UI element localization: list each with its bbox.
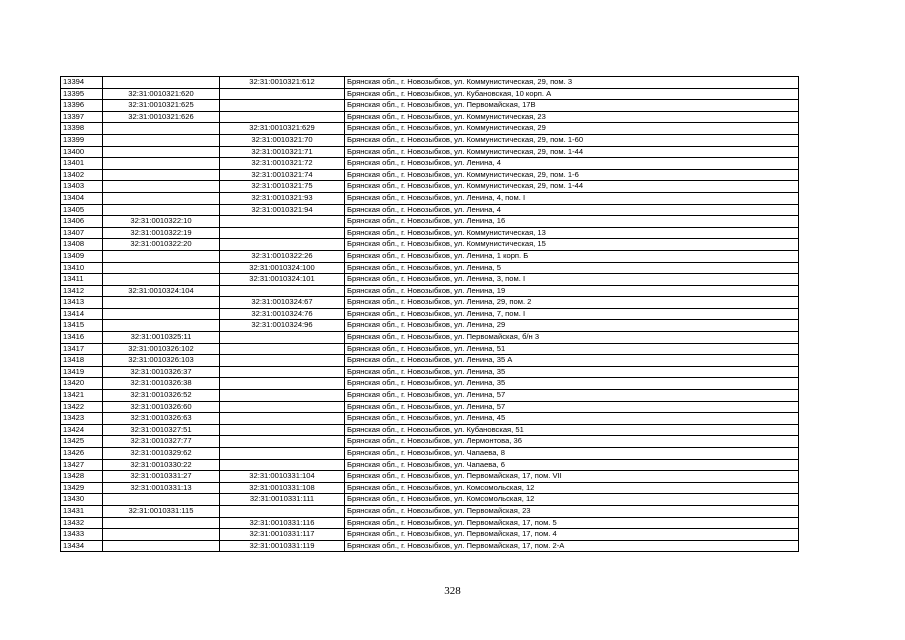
cadastral-number-alt-cell: 32:31:0010331:104 <box>220 471 345 483</box>
cadastral-number-cell <box>103 494 220 506</box>
table-row <box>61 378 799 390</box>
cadastral-number-alt-cell: 32:31:0010321:75 <box>220 181 345 193</box>
cadastral-number-alt-cell <box>220 285 345 297</box>
cadastral-number-cell <box>103 297 220 309</box>
row-number-cell: 13400 <box>61 146 103 158</box>
address-cell: Брянская обл., г. Новозыбков, ул. Лермонтова, 36 <box>345 436 799 448</box>
cadastral-number-alt-cell: 32:31:0010321:70 <box>220 134 345 146</box>
cadastral-number-cell: 32:31:0010331:13 <box>103 482 220 494</box>
table-row <box>61 134 799 146</box>
cadastral-number-alt-cell: 32:31:0010331:116 <box>220 517 345 529</box>
address-cell: Брянская обл., г. Новозыбков, ул. Коммунистическая, 29 <box>345 123 799 135</box>
address-cell: Брянская обл., г. Новозыбков, ул. Ленина, 16 <box>345 216 799 228</box>
table-row <box>61 274 799 286</box>
address-cell: Брянская обл., г. Новозыбков, ул. Ленина, 4 <box>345 204 799 216</box>
cadastral-number-alt-cell <box>220 390 345 402</box>
cadastral-number-alt-cell <box>220 448 345 460</box>
cadastral-number-cell: 32:31:0010327:51 <box>103 424 220 436</box>
cadastral-number-alt-cell: 32:31:0010322:26 <box>220 250 345 262</box>
cadastral-number-cell: 32:31:0010327:77 <box>103 436 220 448</box>
table-row <box>61 285 799 297</box>
row-number-cell: 13414 <box>61 308 103 320</box>
cadastral-number-cell: 32:31:0010324:104 <box>103 285 220 297</box>
property-register-table <box>60 76 799 552</box>
cadastral-number-alt-cell: 32:31:0010321:72 <box>220 158 345 170</box>
row-number-cell: 13406 <box>61 216 103 228</box>
table-row <box>61 366 799 378</box>
cadastral-number-cell: 32:31:0010326:60 <box>103 401 220 413</box>
row-number-cell: 13412 <box>61 285 103 297</box>
row-number-cell: 13425 <box>61 436 103 448</box>
cadastral-number-cell: 32:31:0010321:620 <box>103 88 220 100</box>
address-cell: Брянская обл., г. Новозыбков, ул. Коммунистическая, 29, пом. 3 <box>345 77 799 89</box>
table-row <box>61 169 799 181</box>
cadastral-number-alt-cell <box>220 413 345 425</box>
cadastral-number-alt-cell <box>220 436 345 448</box>
address-cell: Брянская обл., г. Новозыбков, ул. Ленина, 7, пом. I <box>345 308 799 320</box>
address-cell: Брянская обл., г. Новозыбков, ул. Первомайская, 17, пом. 4 <box>345 529 799 541</box>
cadastral-number-alt-cell <box>220 505 345 517</box>
table-row <box>61 100 799 112</box>
row-number-cell: 13411 <box>61 274 103 286</box>
address-cell: Брянская обл., г. Новозыбков, ул. Комсомольская, 12 <box>345 494 799 506</box>
table-row <box>61 459 799 471</box>
table-row <box>61 88 799 100</box>
table-row <box>61 216 799 228</box>
table-row <box>61 308 799 320</box>
table-row <box>61 424 799 436</box>
cadastral-number-cell: 32:31:0010326:103 <box>103 355 220 367</box>
cadastral-number-cell <box>103 250 220 262</box>
address-cell: Брянская обл., г. Новозыбков, ул. Первомайская, 17, пом. VII <box>345 471 799 483</box>
table-row <box>61 505 799 517</box>
address-cell: Брянская обл., г. Новозыбков, ул. Ленина, 1 корп. Б <box>345 250 799 262</box>
row-number-cell: 13424 <box>61 424 103 436</box>
row-number-cell: 13410 <box>61 262 103 274</box>
address-cell: Брянская обл., г. Новозыбков, ул. Ленина, 19 <box>345 285 799 297</box>
row-number-cell: 13415 <box>61 320 103 332</box>
address-cell: Брянская обл., г. Новозыбков, ул. Комсомольская, 12 <box>345 482 799 494</box>
address-cell: Брянская обл., г. Новозыбков, ул. Ленина, 4 <box>345 158 799 170</box>
cadastral-number-alt-cell <box>220 366 345 378</box>
cadastral-number-alt-cell: 32:31:0010321:629 <box>220 123 345 135</box>
cadastral-number-alt-cell: 32:31:0010324:76 <box>220 308 345 320</box>
cadastral-number-cell: 32:31:0010326:38 <box>103 378 220 390</box>
cadastral-number-cell: 32:31:0010326:102 <box>103 343 220 355</box>
cadastral-number-alt-cell: 32:31:0010331:119 <box>220 540 345 552</box>
cadastral-number-alt-cell <box>220 239 345 251</box>
table-row <box>61 250 799 262</box>
cadastral-number-cell: 32:31:0010329:62 <box>103 448 220 460</box>
address-cell: Брянская обл., г. Новозыбков, ул. Ленина, 29 <box>345 320 799 332</box>
address-cell: Брянская обл., г. Новозыбков, ул. Первомайская, 23 <box>345 505 799 517</box>
cadastral-number-alt-cell: 32:31:0010324:100 <box>220 262 345 274</box>
row-number-cell: 13426 <box>61 448 103 460</box>
cadastral-number-alt-cell: 32:31:0010321:74 <box>220 169 345 181</box>
cadastral-number-alt-cell <box>220 100 345 112</box>
row-number-cell: 13428 <box>61 471 103 483</box>
table-row <box>61 192 799 204</box>
row-number-cell: 13427 <box>61 459 103 471</box>
address-cell: Брянская обл., г. Новозыбков, ул. Коммунистическая, 29, пом. 1-44 <box>345 146 799 158</box>
table-row <box>61 181 799 193</box>
row-number-cell: 13394 <box>61 77 103 89</box>
cadastral-number-cell <box>103 134 220 146</box>
cadastral-number-cell <box>103 192 220 204</box>
cadastral-number-cell <box>103 320 220 332</box>
row-number-cell: 13401 <box>61 158 103 170</box>
table-row <box>61 77 799 89</box>
cadastral-number-cell: 32:31:0010325:11 <box>103 332 220 344</box>
row-number-cell: 13396 <box>61 100 103 112</box>
row-number-cell: 13430 <box>61 494 103 506</box>
cadastral-number-alt-cell: 32:31:0010331:111 <box>220 494 345 506</box>
table-row <box>61 494 799 506</box>
row-number-cell: 13404 <box>61 192 103 204</box>
row-number-cell: 13398 <box>61 123 103 135</box>
address-cell: Брянская обл., г. Новозыбков, ул. Ленина, 3, пом. I <box>345 274 799 286</box>
address-cell: Брянская обл., г. Новозыбков, ул. Коммунистическая, 13 <box>345 227 799 239</box>
cadastral-number-cell <box>103 123 220 135</box>
table-row <box>61 448 799 460</box>
page-number: 328 <box>444 585 461 597</box>
address-cell: Брянская обл., г. Новозыбков, ул. Чапаева, 6 <box>345 459 799 471</box>
cadastral-number-alt-cell: 32:31:0010331:117 <box>220 529 345 541</box>
cadastral-number-alt-cell: 32:31:0010324:101 <box>220 274 345 286</box>
row-number-cell: 13402 <box>61 169 103 181</box>
cadastral-number-alt-cell: 32:31:0010321:612 <box>220 77 345 89</box>
address-cell: Брянская обл., г. Новозыбков, ул. Коммунистическая, 23 <box>345 111 799 123</box>
row-number-cell: 13423 <box>61 413 103 425</box>
cadastral-number-cell: 32:31:0010321:625 <box>103 100 220 112</box>
table-row <box>61 401 799 413</box>
cadastral-number-alt-cell <box>220 343 345 355</box>
address-cell: Брянская обл., г. Новозыбков, ул. Ленина, 57 <box>345 390 799 402</box>
row-number-cell: 13403 <box>61 181 103 193</box>
table-row <box>61 540 799 552</box>
cadastral-number-alt-cell: 32:31:0010331:108 <box>220 482 345 494</box>
cadastral-number-alt-cell: 32:31:0010321:93 <box>220 192 345 204</box>
row-number-cell: 13420 <box>61 378 103 390</box>
table-row <box>61 343 799 355</box>
cadastral-number-cell <box>103 540 220 552</box>
table-row <box>61 297 799 309</box>
cadastral-number-cell <box>103 169 220 181</box>
cadastral-number-cell: 32:31:0010322:20 <box>103 239 220 251</box>
cadastral-number-cell <box>103 181 220 193</box>
address-cell: Брянская обл., г. Новозыбков, ул. Ленина, 57 <box>345 401 799 413</box>
cadastral-number-cell: 32:31:0010326:37 <box>103 366 220 378</box>
cadastral-number-cell: 32:31:0010331:27 <box>103 471 220 483</box>
cadastral-number-alt-cell <box>220 227 345 239</box>
row-number-cell: 13397 <box>61 111 103 123</box>
cadastral-number-cell <box>103 77 220 89</box>
address-cell: Брянская обл., г. Новозыбков, ул. Первомайская, 17В <box>345 100 799 112</box>
address-cell: Брянская обл., г. Новозыбков, ул. Ленина, 45 <box>345 413 799 425</box>
address-cell: Брянская обл., г. Новозыбков, ул. Коммунистическая, 29, пом. 1-60 <box>345 134 799 146</box>
cadastral-number-alt-cell <box>220 424 345 436</box>
cadastral-number-alt-cell <box>220 332 345 344</box>
row-number-cell: 13431 <box>61 505 103 517</box>
table-row <box>61 529 799 541</box>
address-cell: Брянская обл., г. Новозыбков, ул. Кубановская, 10 корп. А <box>345 88 799 100</box>
cadastral-number-alt-cell <box>220 401 345 413</box>
cadastral-number-cell <box>103 204 220 216</box>
address-cell: Брянская обл., г. Новозыбков, ул. Коммунистическая, 29, пом. 1-6 <box>345 169 799 181</box>
cadastral-number-alt-cell: 32:31:0010321:71 <box>220 146 345 158</box>
table-row <box>61 204 799 216</box>
table-row <box>61 123 799 135</box>
row-number-cell: 13429 <box>61 482 103 494</box>
row-number-cell: 13399 <box>61 134 103 146</box>
row-number-cell: 13434 <box>61 540 103 552</box>
table-row <box>61 111 799 123</box>
row-number-cell: 13432 <box>61 517 103 529</box>
address-cell: Брянская обл., г. Новозыбков, ул. Первомайская, 17, пом. 5 <box>345 517 799 529</box>
cadastral-number-alt-cell <box>220 378 345 390</box>
address-cell: Брянская обл., г. Новозыбков, ул. Ленина, 4, пом. I <box>345 192 799 204</box>
register-body <box>61 77 799 552</box>
address-cell: Брянская обл., г. Новозыбков, ул. Коммунистическая, 29, пом. 1-44 <box>345 181 799 193</box>
table-row <box>61 262 799 274</box>
cadastral-number-cell <box>103 146 220 158</box>
cadastral-number-alt-cell <box>220 355 345 367</box>
cadastral-number-cell <box>103 308 220 320</box>
address-cell: Брянская обл., г. Новозыбков, ул. Ленина, 5 <box>345 262 799 274</box>
row-number-cell: 13417 <box>61 343 103 355</box>
cadastral-number-cell <box>103 274 220 286</box>
cadastral-number-alt-cell: 32:31:0010324:67 <box>220 297 345 309</box>
cadastral-number-cell <box>103 517 220 529</box>
table-row <box>61 227 799 239</box>
address-cell: Брянская обл., г. Новозыбков, ул. Ленина, 51 <box>345 343 799 355</box>
table-row <box>61 390 799 402</box>
table-row <box>61 332 799 344</box>
row-number-cell: 13433 <box>61 529 103 541</box>
cadastral-number-cell <box>103 262 220 274</box>
table-row <box>61 239 799 251</box>
table-row <box>61 471 799 483</box>
address-cell: Брянская обл., г. Новозыбков, ул. Первомайская, б/н 3 <box>345 332 799 344</box>
cadastral-number-cell: 32:31:0010322:10 <box>103 216 220 228</box>
cadastral-number-cell: 32:31:0010331:115 <box>103 505 220 517</box>
cadastral-number-cell: 32:31:0010330:22 <box>103 459 220 471</box>
row-number-cell: 13419 <box>61 366 103 378</box>
address-cell: Брянская обл., г. Новозыбков, ул. Ленина, 35 <box>345 366 799 378</box>
table-row <box>61 320 799 332</box>
cadastral-number-cell: 32:31:0010321:626 <box>103 111 220 123</box>
cadastral-number-cell <box>103 158 220 170</box>
table-row <box>61 436 799 448</box>
cadastral-number-alt-cell <box>220 111 345 123</box>
cadastral-number-cell: 32:31:0010326:63 <box>103 413 220 425</box>
address-cell: Брянская обл., г. Новозыбков, ул. Чапаева, 8 <box>345 448 799 460</box>
address-cell: Брянская обл., г. Новозыбков, ул. Ленина, 29, пом. 2 <box>345 297 799 309</box>
cadastral-number-alt-cell <box>220 216 345 228</box>
table-row <box>61 158 799 170</box>
table-row <box>61 146 799 158</box>
row-number-cell: 13405 <box>61 204 103 216</box>
address-cell: Брянская обл., г. Новозыбков, ул. Первомайская, 17, пом. 2-А <box>345 540 799 552</box>
cadastral-number-cell <box>103 529 220 541</box>
row-number-cell: 13409 <box>61 250 103 262</box>
address-cell: Брянская обл., г. Новозыбков, ул. Коммунистическая, 15 <box>345 239 799 251</box>
row-number-cell: 13395 <box>61 88 103 100</box>
table-row <box>61 517 799 529</box>
row-number-cell: 13421 <box>61 390 103 402</box>
cadastral-number-alt-cell <box>220 459 345 471</box>
cadastral-number-alt-cell: 32:31:0010321:94 <box>220 204 345 216</box>
row-number-cell: 13422 <box>61 401 103 413</box>
address-cell: Брянская обл., г. Новозыбков, ул. Ленина, 35 <box>345 378 799 390</box>
table-row <box>61 482 799 494</box>
row-number-cell: 13408 <box>61 239 103 251</box>
row-number-cell: 13418 <box>61 355 103 367</box>
cadastral-number-cell: 32:31:0010322:19 <box>103 227 220 239</box>
cadastral-number-alt-cell: 32:31:0010324:96 <box>220 320 345 332</box>
address-cell: Брянская обл., г. Новозыбков, ул. Кубановская, 51 <box>345 424 799 436</box>
table-row <box>61 355 799 367</box>
cadastral-number-cell: 32:31:0010326:52 <box>103 390 220 402</box>
row-number-cell: 13407 <box>61 227 103 239</box>
row-number-cell: 13416 <box>61 332 103 344</box>
row-number-cell: 13413 <box>61 297 103 309</box>
address-cell: Брянская обл., г. Новозыбков, ул. Ленина, 35 А <box>345 355 799 367</box>
cadastral-number-alt-cell <box>220 88 345 100</box>
table-row <box>61 413 799 425</box>
